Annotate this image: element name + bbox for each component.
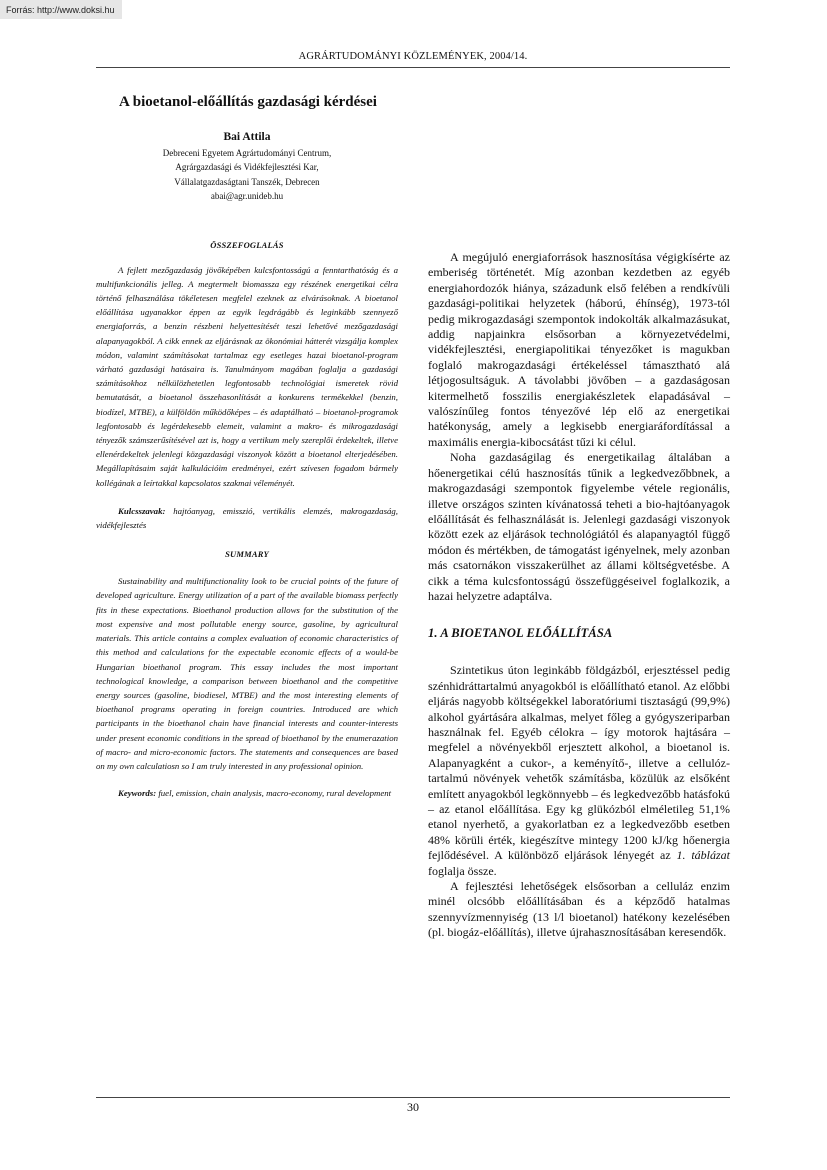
left-column [96,94,398,800]
table-reference: 1. táblázat [676,848,731,863]
keywords-en [96,786,398,800]
section-paragraph-text: Szintetikus úton leginkább földgázból, erjesztéssel pedig szénhidráttartalmú anyagokból is előállítható etanol. Az előbbi eljárás nagyobb költségekkel laboratóriumi tisztaságú (99,9%) alkohol gyártására alkalmas, melyet főleg a gyógyszeriparban használnak fel. Egyéb célokra – így motorok hajtására – megfelel a növényekből erjesztett alkohol, a bioetanol is. Alapanyagként a cukor-, a keményítő-, illetve a cellulóz-tartalmú növények vehetők számításba, közülük az elsőként említett anyagokból legkönnyebb – és legkedvezőbb hatásfokú – az etanol előállítása. Egy kg glükózból elméletileg 51,1% etanol nyerhető, a gyakorlatban ez a legkedvezőbb esetben 48% körüli érték, kiegészítve mintegy 1200 kJ/kg hőenergia fejlődésével. A különböző eljárások lényegét az [428,663,730,863]
header-rule [96,67,730,68]
article-title: A bioetanol-előállítás gazdasági kérdései [119,94,377,110]
author-affiliation [96,146,398,204]
section-title: 1. A BIOETANOL ELŐÁLLÍTÁSA [428,626,613,641]
abstract-hu-heading: ÖSSZEFOGLALÁS [210,239,284,250]
affiliation-line: Vállalatgazdaságtani Tanszék, Debrecen [174,176,320,187]
author-name: Bai Attila [223,131,271,143]
keywords-hu [96,504,398,532]
right-column [428,250,730,941]
abstract-hu-text: A fejlett mezőgazdaság jövőképében kulcsfontosságú a fenntarthatóság és a multifunkcionális jelleg. A megtermelt biomassza egy részének energetikai célra történő felhasználása tökéletesen megfelel ezeknek az elvárásoknak. A bioetanol előállítása ugyanakkor éppen az egyik legdrágább és leginkább szennyező energiaforrás, a benzin részbeni helyettesítését teszi lehetővé mezőgazdasági alapanyagokból. A cikk ennek az eljárásnak az ökonómiai hátterét vizsgálja komplex módon, valamint számításokat tartalmaz egy esetleges hazai bioetanol-program várható gazdasági hatásaira is. Tanulmányom magában foglalja a gazdasági számításokhoz nélkülözhetetlen legfontosabb technológiai ismeretek rövid bemutatását, a bioetanol összehasonlítását a konkurens termékekkel (benzin, biodízel, MTBE), a külföldön működőképes – és adaptálható – bioetanol-programok legfontosabb és legérdekesebb elemeit, valamint a makro- és mikrogazdasági tényezők számszerűsítésével azt is, hogy a vertikum mely szereplői érdekeltek, illetve ellenérdekeltek jelenlegi közgazdasági viszonyok között a bioetanol elterjedésében. Megállapításaim saját kalkulációim eredményei, ezért szívesen fogadom bármely kollégának a leírtakkal kapcsolatos szakmai véleményét. [96,264,398,488]
page-number: 30 [407,1100,419,1114]
footer-rule [96,1097,730,1098]
keywords-en-list: fuel, emission, chain analysis, macro-economy, rural development [158,788,392,799]
keywords-hu-label: Kulcsszavak: [118,505,166,516]
section-paragraph [428,663,730,879]
section-paragraph-text-end: foglalja össze. [428,863,497,878]
abstract-en-heading: SUMMARY [225,549,269,560]
keywords-hu-list: hajtóanyag, emisszió, vertikális elemzés, makrogazdaság, vidékfejlesztés [96,505,398,531]
section-paragraph: A fejlesztési lehetőségek elsősorban a celluláz enzim minél olcsóbb előállításában és a képződő hatalmas szennyvízmennyiség (13 l/l bioetanol) hatékony kezelésében (pl. biogáz-előállítás), illetve újrahasznosításában keresendők. [428,879,730,940]
keywords-en-label: Keywords: [118,788,157,799]
abstract-en-text: Sustainability and multifunctionality look to be crucial points of the future of developed agriculture. Energy utilization of a part of the available biomass perfectly fits in these expectations. Bioethanol production allows for the substitution of the most expensive and most pollutable energy source, gasoline, by agricultural materials. This article contains a complex evaluation of economic characteristics of this method and calculations for the expectable economic effects of a would-be Hungarian bioethanol program. This essay includes the most important technological knowledge, a comparison between bioethanol and the competitive energy sources (gasoline, biodiesel, MTBE) and the most interesting elements of bioethanol programs operating in foreign countries. Introduced are which participants in the bioethanol chain have financial interests and counter-interests under present economic conditions in the spread of bioethanol by the enumerazation of macro- and micro-economic factors. The statements and consequences are based on my own calculatiosn so I am truly interested in any professional opinion. [96,576,398,771]
intro-paragraph: Noha gazdaságilag és energetikailag általában a hőenergetikai célú hasznosítás tűnik a legkedvezőbbnek, a makrogazdasági szempontok figyelembe vétele regionális, illetve országos szinten kívánatossá teheti a bio-hajtóanyagok előállítását és felhasználását is. Jelenlegi gazdasági viszonyok között ezek az eljárások technológiától és alapanyagtól függő módon és mértékben, de támogatást igényelnek, mely azonban más csatornákon visszakerülhet az állami költségvetésbe. A cikk a téma kulcsfontosságú összefüggéseivel foglalkozik, a hazai helyzetre adaptálva. [428,450,730,603]
intro-paragraph: A megújuló energiaforrások hasznosítása végigkísérte az emberiség történetét. Míg azonban kezdetben az egyéb energiahordozók hiánya, századunk első felében a rendkívüli gazdasági-politikai helyzetek (háború, éhínség), 1973-tól pedig mikrogazdasági szempontok indokolták alkalmazásukat, addig napjainkra elsősorban a környezetvédelmi, vidékfejlesztési, energiapolitikai tényezőket is magukban foglaló makrogazdasági értékeléssel támasztható alá létjogosultságuk. A távolabbi jövőben – a gazdaságosan kitermelhető fosszilis energiakészletek elapadásával – valószínűleg fontos tényezővé lép elő az energetikai hatékonyság, amely a legkisebb energiaráfordítással a maximális energia-kibocsátást tűzi ki célul. [428,250,730,449]
author-email: abai@agr.unideb.hu [210,191,284,202]
source-tag: Forrás: http://www.doksi.hu [0,0,122,19]
affiliation-line: Agrárgazdasági és Vidékfejlesztési Kar, [175,162,319,173]
affiliation-line: Debreceni Egyetem Agrártudományi Centrum, [162,148,332,158]
journal-header: AGRÁRTUDOMÁNYI KÖZLEMÉNYEK, 2004/14. [298,51,528,62]
